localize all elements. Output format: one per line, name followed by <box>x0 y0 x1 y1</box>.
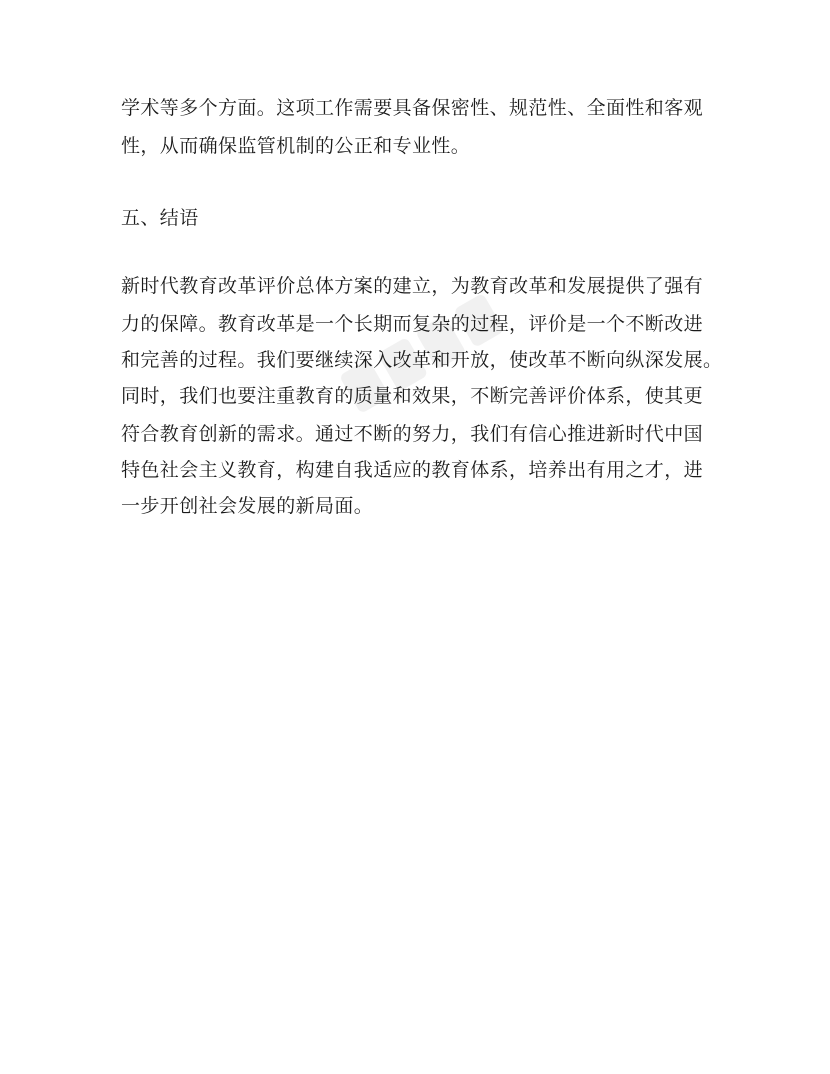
paragraph-line: 力的保障。教育改革是一个长期而复杂的过程，评价是一个不断改进 <box>121 313 704 335</box>
paragraph-line: 和完善的过程。我们要继续深入改革和开放，使改革不断向纵深发展。 <box>121 349 723 371</box>
section-heading: 五、结语 <box>121 207 199 229</box>
paragraph-line: 新时代教育改革评价总体方案的建立，为教育改革和发展提供了强有 <box>121 275 704 297</box>
paragraph-line: 特色社会主义教育，构建自我适应的教育体系，培养出有用之才，进 <box>121 459 704 481</box>
paragraph-line: 一步开创社会发展的新局面。 <box>121 495 374 517</box>
paragraph-line: 学术等多个方面。这项工作需要具备保密性、规范性、全面性和客观 <box>121 97 704 119</box>
paragraph-line: 性，从而确保监管机制的公正和专业性。 <box>121 135 471 157</box>
paragraph-line: 符合教育创新的需求。通过不断的努力，我们有信心推进新时代中国 <box>121 423 704 445</box>
paragraph-line: 同时，我们也要注重教育的质量和效果，不断完善评价体系，使其更 <box>121 385 704 407</box>
